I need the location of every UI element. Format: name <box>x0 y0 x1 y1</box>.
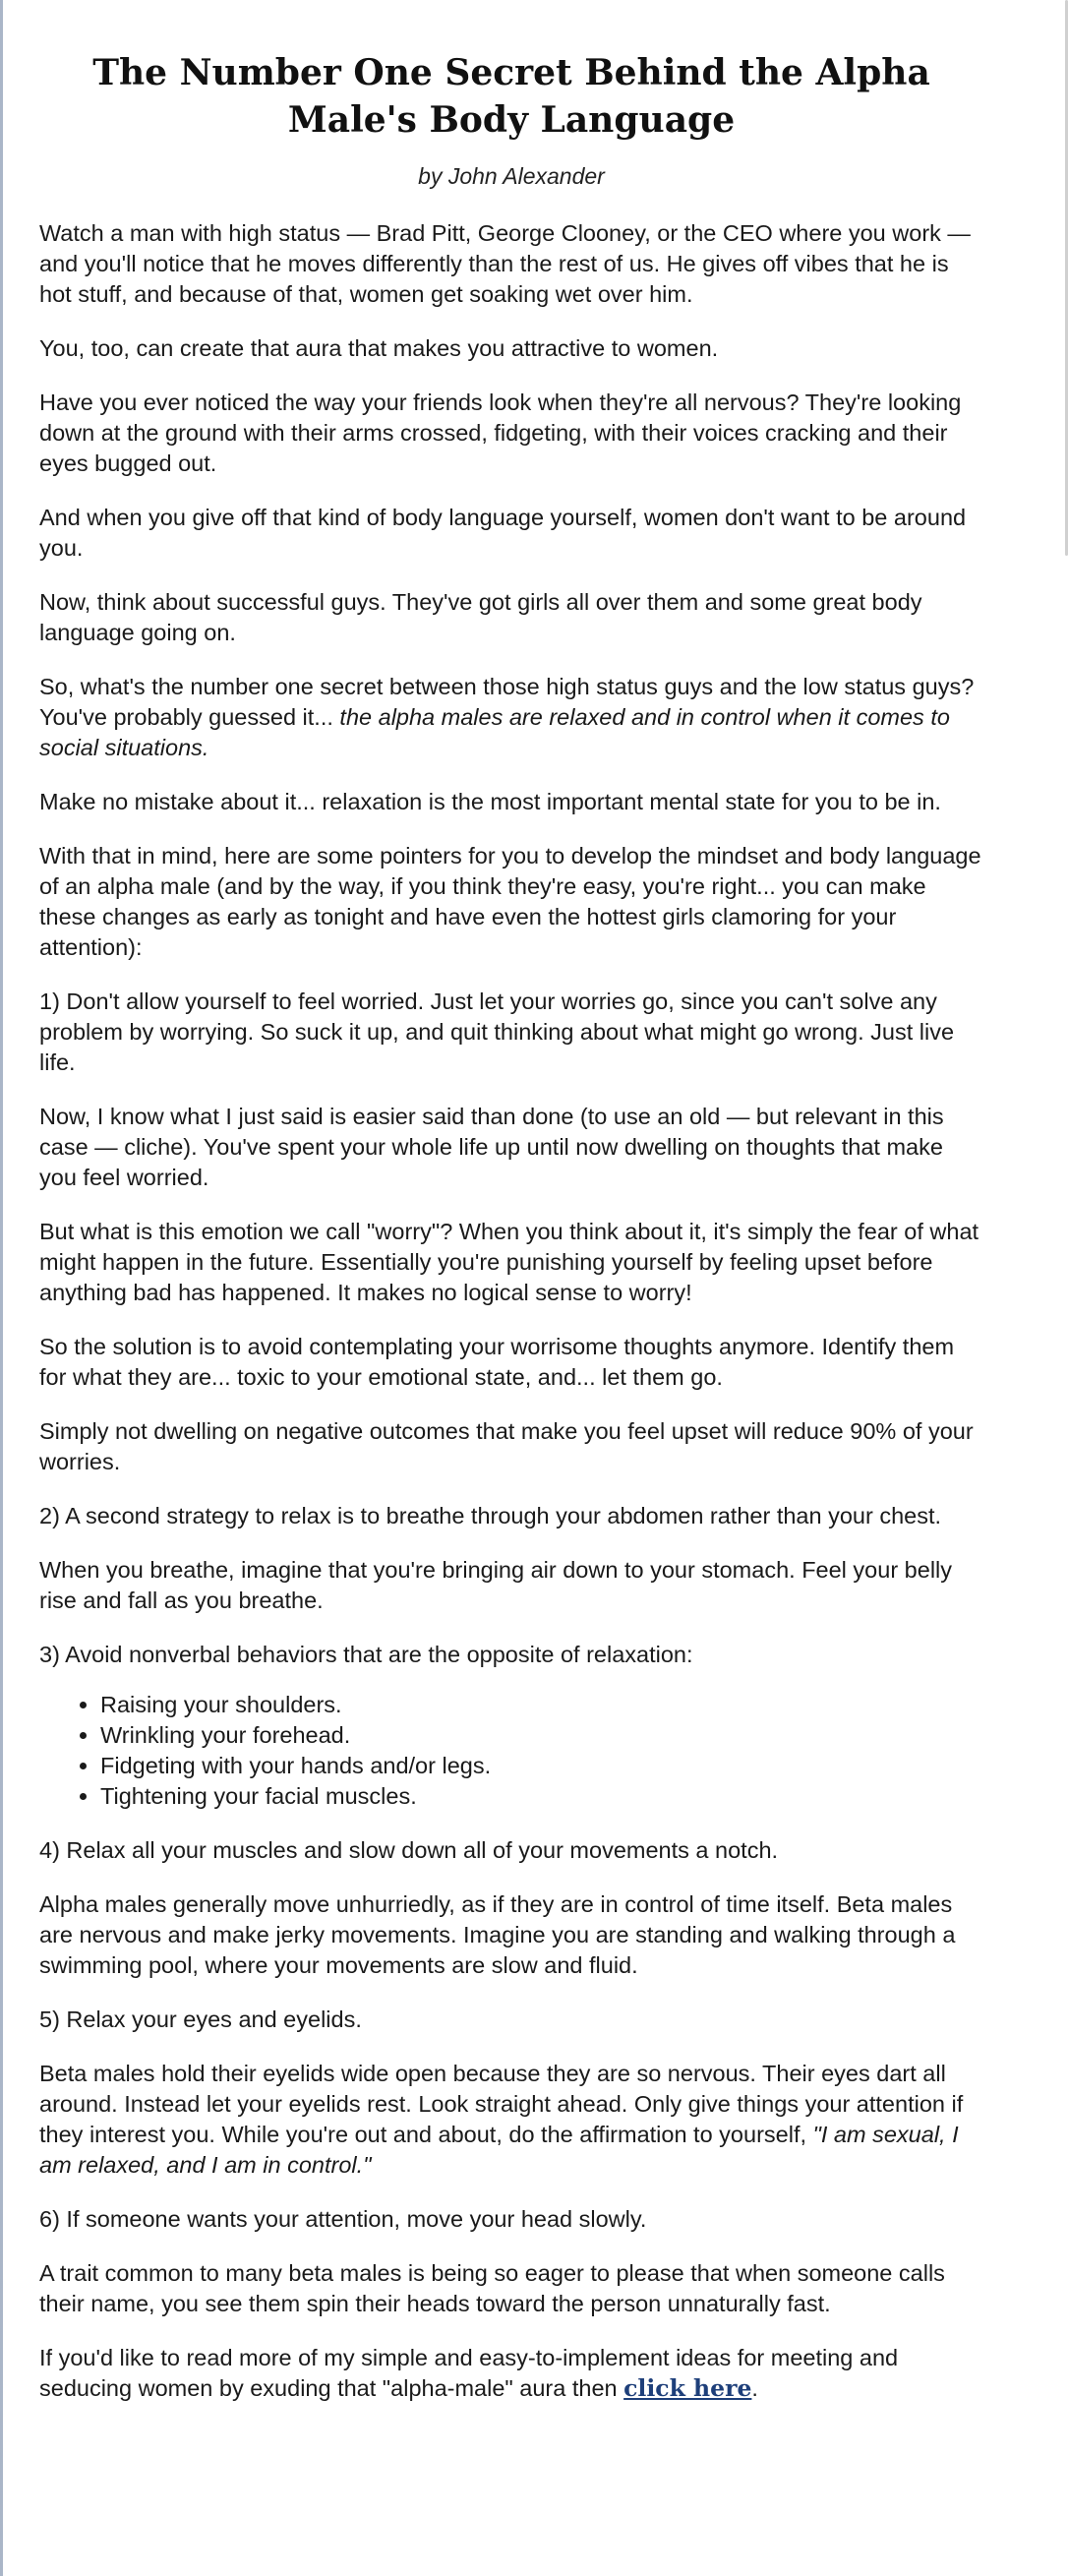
paragraph-10: Now, I know what I just said is easier said than done (to use an old — but relevant in this case — cliche). You've spent your whole life up until now dwelling on thoughts that make you feel worried. <box>39 1104 944 1190</box>
list-item: • Fidgeting with your hands and/or legs. <box>100 1751 983 1781</box>
paragraph-14: 2) A second strategy to relax is to breathe through your abdomen rather than your chest. <box>39 1503 942 1528</box>
paragraph-7: Make no mistake about it... relaxation is the most important mental state for you to be in. <box>39 789 941 814</box>
list-item: • Tightening your facial muscles. <box>100 1781 983 1812</box>
paragraph-1: Watch a man with high status — Brad Pitt, George Clooney, or the CEO where you work — and you'll notice that he moves differently than the rest of us. He gives off vibes that he is hot stuff, and because of that, women get soaking wet over him. <box>39 220 971 307</box>
paragraph-9: 1) Don't allow yourself to feel worried. Just let your worries go, since you can't solve any problem by worrying. So suck it up, and quit thinking about what might go wrong. Just live life. <box>39 988 955 1075</box>
paragraph-22: A trait common to many beta males is being so eager to please that when someone calls their name, you see them spin their heads toward the person unnaturally fast. <box>39 2260 945 2316</box>
list-item: • Wrinkling your forehead. <box>100 1720 983 1751</box>
list-item: • Raising your shoulders. <box>100 1690 983 1720</box>
left-border <box>0 0 3 2576</box>
paragraph-6-emphasis: the alpha males are relaxed and in control when it comes to social situations. <box>39 704 950 760</box>
click-here-link[interactable]: click here <box>623 2374 752 2402</box>
paragraph-23-text: If you'd like to read more of my simple and easy-to-implement ideas for meeting and seducing women by exuding that "alpha-male" aura then <box>39 2345 899 2401</box>
paragraph-6-text: So, what's the number one secret between those high status guys and the low status guys? You've probably guessed it... <box>39 674 975 730</box>
paragraph-11: But what is this emotion we call "worry"? When you think about it, it's simply the fear of what might happen in the future. Essentially you're punishing yourself by feeling upset before anything bad has happened. It makes no logical sense to worry! <box>39 1219 979 1305</box>
paragraph-23-end: . <box>751 2375 758 2401</box>
paragraph-23 <box>39 2343 983 2404</box>
paragraph-15: When you breathe, imagine that you're bringing air down to your stomach. Feel your belly rise and fall as you breathe. <box>39 1557 953 1613</box>
paragraph-19: 5) Relax your eyes and eyelids. <box>39 2007 362 2032</box>
paragraph-5: Now, think about successful guys. They've got girls all over them and some great body language going on. <box>39 589 922 645</box>
paragraph-20-text: Beta males hold their eyelids wide open because they are so nervous. Their eyes dart all around. Instead let your eyelids rest. Look straight ahead. Only give things your attention if they interest you. While you're out and about, do the affirmation to yourself, <box>39 2061 964 2147</box>
paragraph-8: With that in mind, here are some pointers for you to develop the mindset and body language of an alpha male (and by the way, if you think they're easy, you're right... you can make these changes as early as tonight and have even the hottest girls clamoring for your attention): <box>39 843 981 960</box>
article <box>39 49 983 2427</box>
paragraph-3: Have you ever noticed the way your friends look when they're all nervous? They're looking down at the ground with their arms crossed, fidgeting, with their voices cracking and their eyes bugged out. <box>39 389 962 476</box>
paragraph-13: Simply not dwelling on negative outcomes that make you feel upset will reduce 90% of your worries. <box>39 1418 974 1474</box>
paragraph-20 <box>39 2059 983 2181</box>
behavior-list <box>39 1690 983 1812</box>
paragraph-16: 3) Avoid nonverbal behaviors that are the opposite of relaxation: <box>39 1642 693 1667</box>
paragraph-18: Alpha males generally move unhurriedly, as if they are in control of time itself. Beta males are nervous and make jerky movements. Imagine you are standing and walking through a swimming pool, where your movements are slow and fluid. <box>39 1891 956 1978</box>
article-title: The Number One Secret Behind the Alpha Male's Body Language <box>92 52 930 141</box>
paragraph-2: You, too, can create that aura that makes you attractive to women. <box>39 335 719 361</box>
byline: by John Alexander <box>418 163 605 189</box>
paragraph-12: So the solution is to avoid contemplating your worrisome thoughts anymore. Identify them for what they are... toxic to your emotional state, and... let them go. <box>39 1334 955 1390</box>
paragraph-4: And when you give off that kind of body language yourself, women don't want to be around you. <box>39 505 967 561</box>
paragraph-21: 6) If someone wants your attention, move your head slowly. <box>39 2206 647 2232</box>
affirmation-quote: "I am sexual, I am relaxed, and I am in control." <box>39 2122 959 2178</box>
paragraph-17: 4) Relax all your muscles and slow down all of your movements a notch. <box>39 1837 779 1863</box>
paragraph-6 <box>39 672 983 763</box>
